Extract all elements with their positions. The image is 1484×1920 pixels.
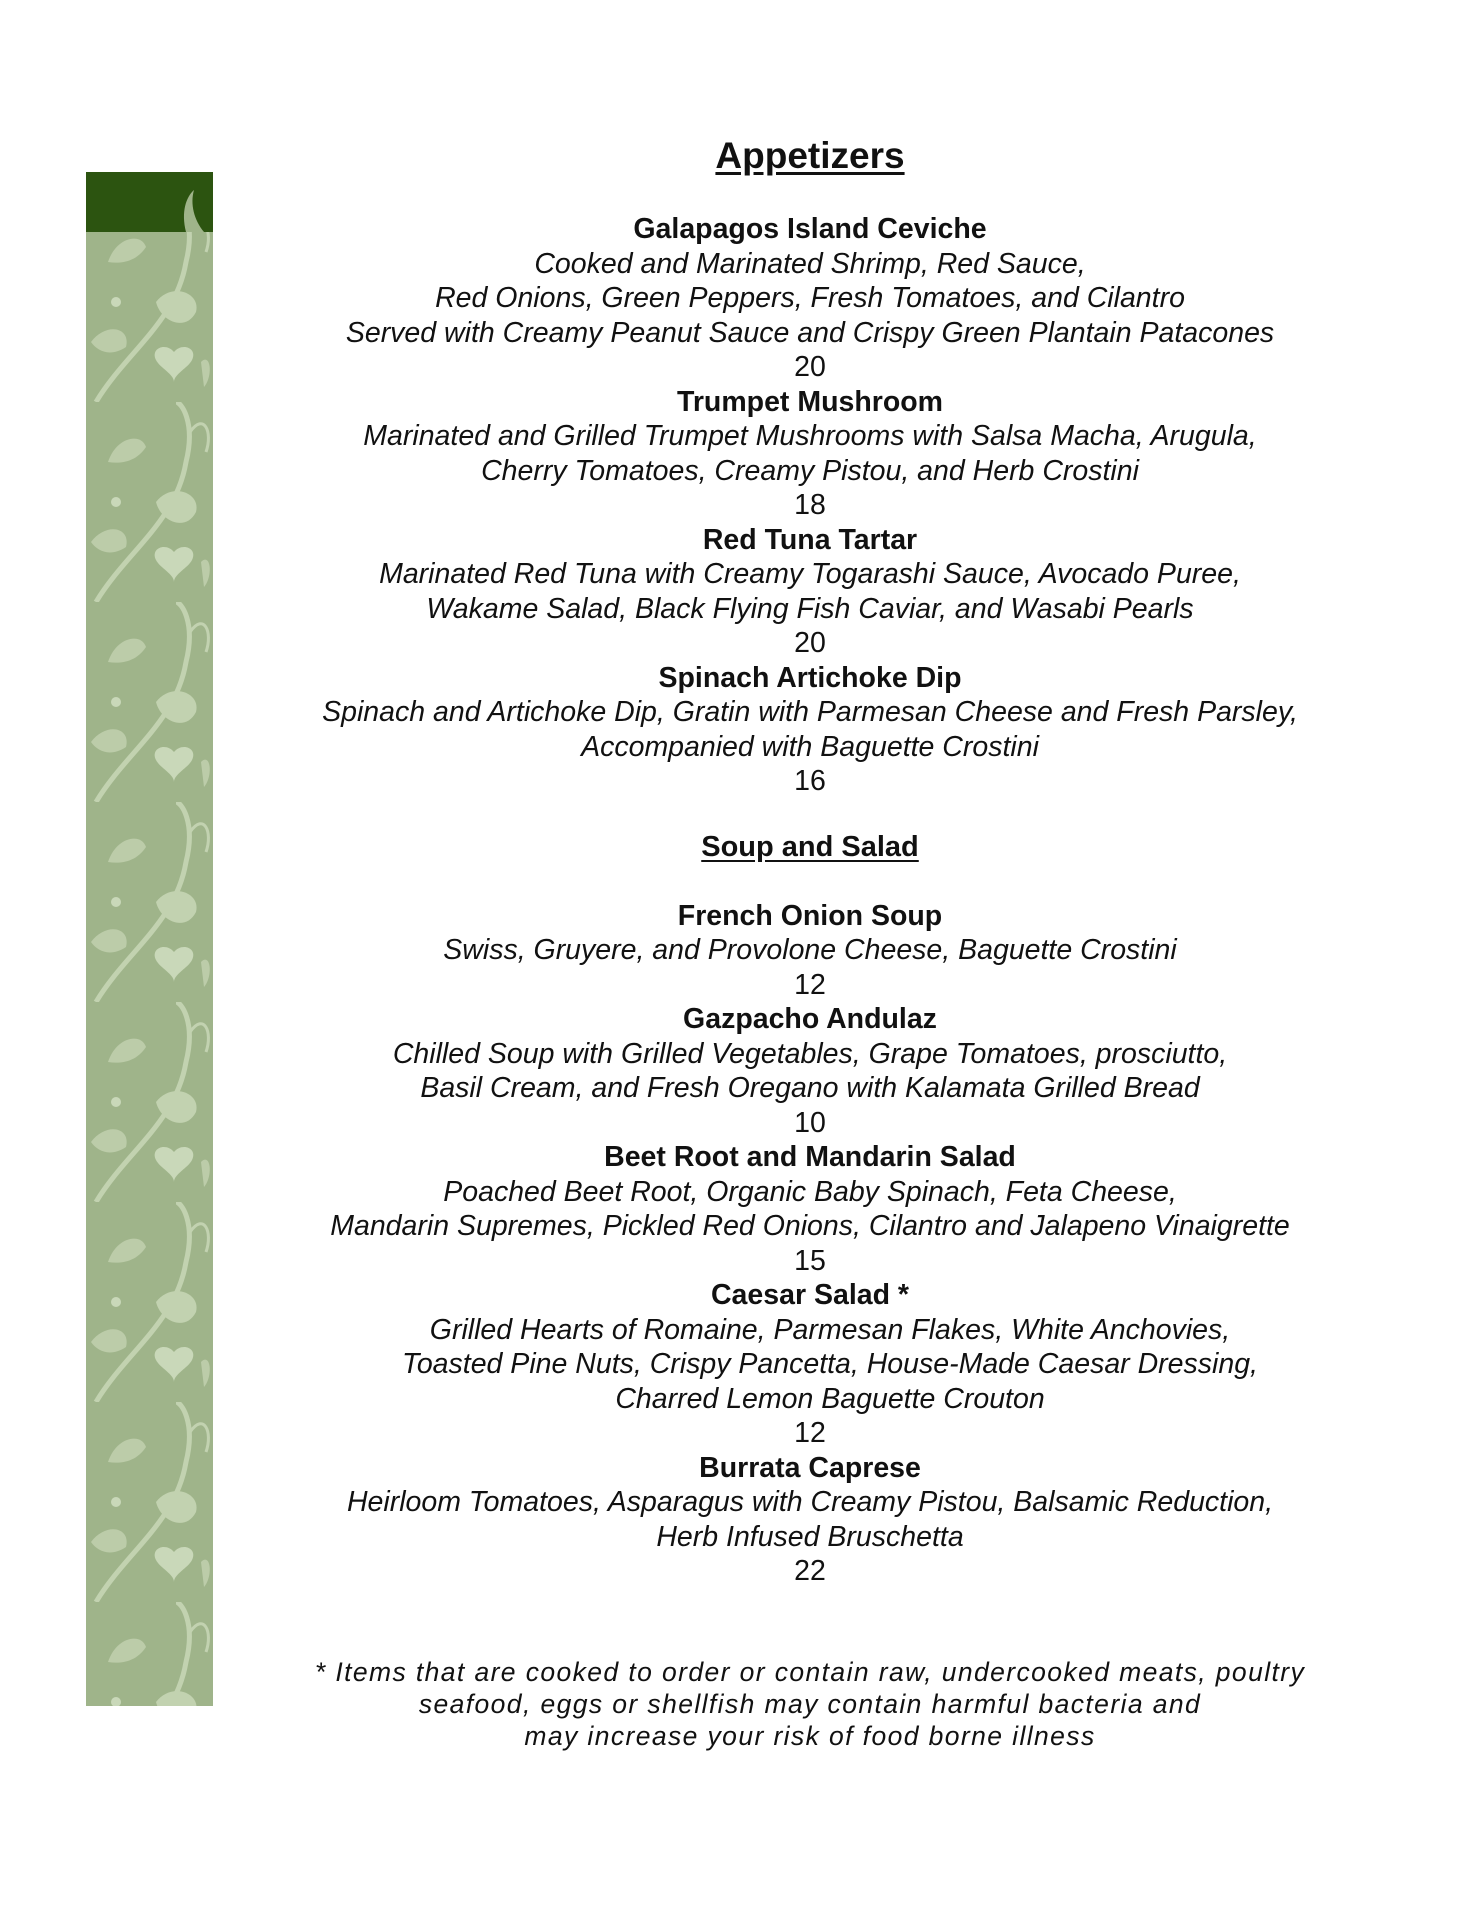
item-price: 12: [794, 1417, 826, 1449]
menu-item: [250, 661, 1370, 799]
disclaimer-line: seafood, eggs or shellfish may contain harmful bacteria and: [418, 1689, 1202, 1719]
description-line: Cherry Tomatoes, Creamy Pistou, and Herb Crostini: [481, 454, 1139, 487]
description-line: Accompanied with Baguette Crostini: [581, 730, 1039, 763]
item-description: [250, 695, 1370, 764]
soup-salad-heading: Soup and Salad: [701, 830, 919, 863]
item-name: Red Tuna Tartar: [702, 523, 918, 556]
description-line: Marinated Red Tuna with Creamy Togarashi Sauce, Avocado Puree,: [379, 558, 1241, 590]
item-description: [250, 1037, 1370, 1106]
description-line: Charred Lemon Baguette Crouton: [615, 1382, 1045, 1415]
item-description: [250, 933, 1370, 968]
appetizers-heading: Appetizers: [715, 135, 905, 176]
menu-item: [250, 385, 1370, 523]
item-price: 10: [794, 1106, 826, 1139]
item-name: Burrata Caprese: [699, 1451, 921, 1484]
menu-content: [250, 0, 1370, 1589]
item-price: 20: [794, 351, 826, 383]
item-name: French Onion Soup: [677, 899, 943, 932]
item-name: Gazpacho Andulaz: [683, 1003, 937, 1035]
item-price: 15: [794, 1244, 826, 1277]
item-description: [250, 557, 1370, 626]
description-line: Marinated and Grilled Trumpet Mushrooms with Salsa Macha, Arugula,: [363, 420, 1257, 452]
soup-salad-section: [250, 899, 1370, 1589]
description-line: Grilled Hearts of Romaine, Parmesan Flakes, White Anchovies,: [429, 1313, 1231, 1346]
description-line: Spinach and Artichoke Dip, Gratin with Parmesan Cheese and Fresh Parsley,: [322, 696, 1298, 728]
menu-item: [250, 1451, 1370, 1589]
description-line: Red Onions, Green Peppers, Fresh Tomatoes, and Cilantro: [435, 282, 1185, 314]
item-name: Caesar Salad *: [710, 1279, 910, 1311]
food-safety-disclaimer: [250, 1656, 1370, 1752]
description-line: Cooked and Marinated Shrimp, Red Sauce,: [534, 247, 1086, 280]
appetizers-section: [250, 212, 1370, 799]
description-line: Mandarin Supremes, Pickled Red Onions, Cilantro and Jalapeno Vinaigrette: [330, 1210, 1290, 1242]
decorative-side-band: [86, 172, 213, 1706]
description-line: Heirloom Tomatoes, Asparagus with Creamy Pistou, Balsamic Reduction,: [346, 1486, 1274, 1518]
menu-item: [250, 212, 1370, 385]
description-line: Chilled Soup with Grilled Vegetables, Grape Tomatoes, prosciutto,: [392, 1037, 1228, 1070]
description-line: Basil Cream, and Fresh Oregano with Kalamata Grilled Bread: [420, 1072, 1200, 1104]
item-description: [250, 1175, 1370, 1244]
menu-item: [250, 1002, 1370, 1140]
item-description: [250, 1485, 1370, 1554]
menu-item: [250, 523, 1370, 661]
item-description: [250, 247, 1370, 351]
item-name: Spinach Artichoke Dip: [658, 661, 962, 694]
item-name: Beet Root and Mandarin Salad: [604, 1141, 1016, 1173]
menu-item: [250, 1278, 1370, 1451]
description-line: Served with Creamy Peanut Sauce and Crispy Green Plantain Patacones: [345, 316, 1275, 349]
description-line: Wakame Salad, Black Flying Fish Caviar, and Wasabi Pearls: [426, 592, 1194, 625]
item-price: 22: [794, 1555, 826, 1587]
item-price: 16: [794, 765, 826, 797]
disclaimer-line: * Items that are cooked to order or contain raw, undercooked meats, poultry: [314, 1657, 1306, 1687]
item-name: Trumpet Mushroom: [676, 385, 943, 418]
description-line: Toasted Pine Nuts, Crispy Pancetta, House-Made Caesar Dressing,: [402, 1348, 1258, 1380]
item-name: Galapagos Island Ceviche: [633, 213, 987, 245]
menu-item: [250, 899, 1370, 1003]
item-price: 18: [794, 489, 826, 521]
item-price: 20: [794, 627, 826, 659]
description-line: Poached Beet Root, Organic Baby Spinach, Feta Cheese,: [443, 1175, 1177, 1208]
disclaimer-line: may increase your risk of food borne illness: [524, 1721, 1096, 1751]
description-line: Herb Infused Bruschetta: [656, 1520, 964, 1553]
item-price: 12: [794, 968, 826, 1001]
menu-item: [250, 1140, 1370, 1278]
item-description: [290, 1313, 1370, 1417]
item-description: [250, 419, 1370, 488]
description-line: Swiss, Gruyere, and Provolone Cheese, Baguette Crostini: [443, 934, 1177, 966]
